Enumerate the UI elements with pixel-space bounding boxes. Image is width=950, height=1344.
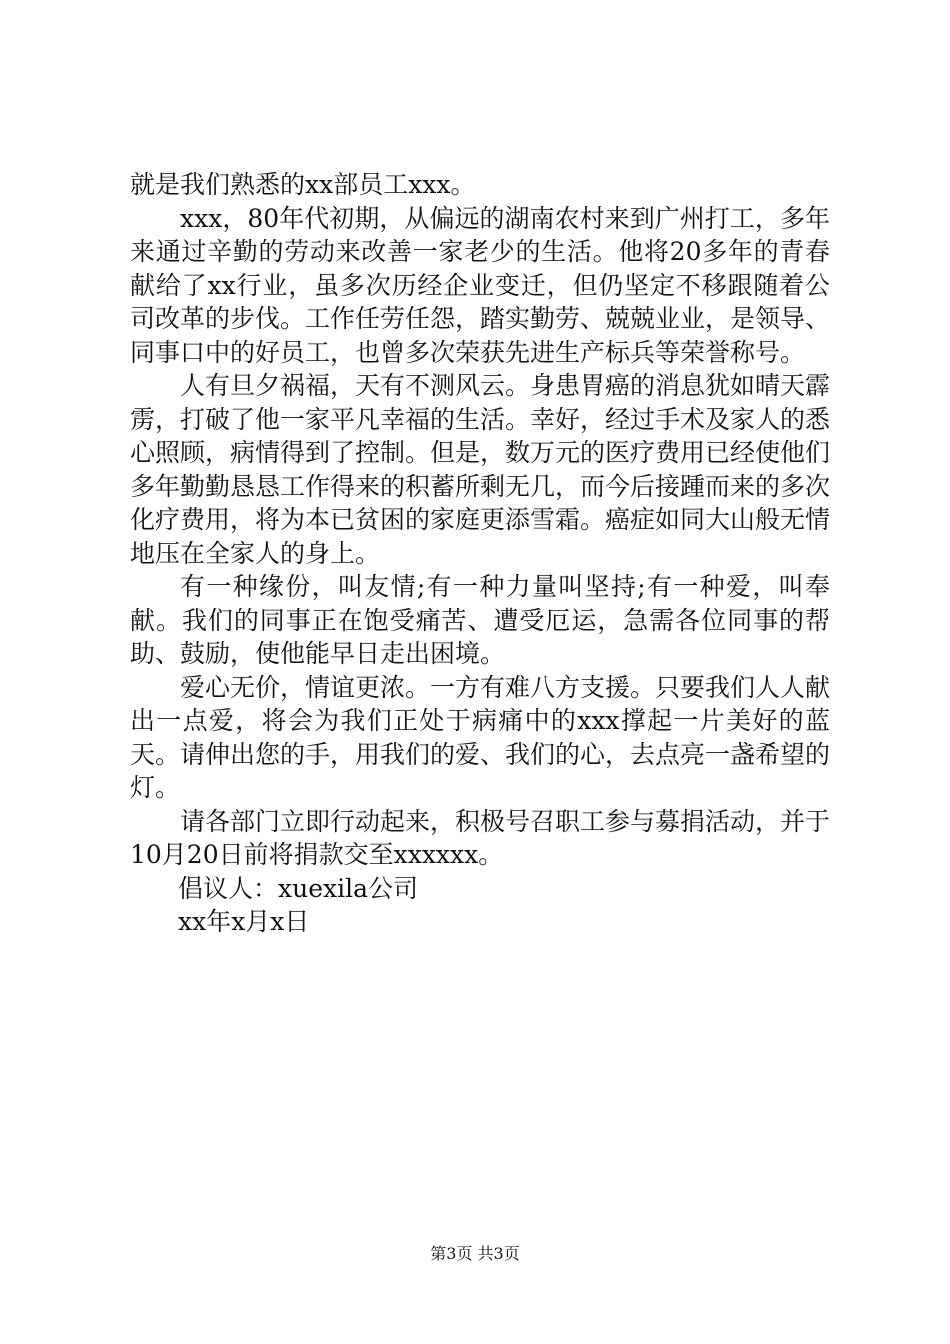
paragraph-appeal: 有一种缘份，叫友情;有一种力量叫坚持;有一种爱，叫奉献。我们的同事正在饱受痛苦、遭受厄运，急需各位同事的帮助、鼓励，使他能早日走出困境。	[130, 572, 830, 668]
signature-initiator: 倡议人：xuexila公司	[178, 873, 418, 903]
page-number-footer: 第3页 共3页	[430, 1244, 520, 1263]
paragraph-employee-background: xxx，80年代初期，从偏远的湖南农村来到广州打工，多年来通过辛勤的劳动来改善一家老少的生活。他将20多年的青春献给了xx行业，虽多次历经企业变迁，但仍坚定不移跟随着公司改革的步伐。工作任劳任怨，踏实勤劳、兢兢业业，是领导、同事口中的好员工，也曾多次荣获先进生产标兵等荣誉称号。	[130, 203, 831, 367]
document-body	[130, 168, 830, 939]
paragraph-continuation: 就是我们熟悉的xx部员工xxx。	[130, 170, 476, 199]
paragraph-call-to-action: 请各部门立即行动起来，积极号召职工参与募捐活动，并于10月20日前将捐款交至xxxxxx。	[130, 806, 831, 869]
signature-date: xx年x月x日	[178, 907, 310, 936]
paragraph-love: 爱心无价，情谊更浓。一方有难八方支援。只要我们人人献出一点爱，将会为我们正处于病痛中的xxx撑起一片美好的蓝天。请伸出您的手，用我们的爱、我们的心，去点亮一盏希望的灯。	[130, 672, 831, 802]
paragraph-illness: 人有旦夕祸福，天有不测风云。身患胃癌的消息犹如晴天霹雳，打破了他一家平凡幸福的生活。幸好，经过手术及家人的悉心照顾，病情得到了控制。但是，数万元的医疗费用已经使他们多年勤勤恳恳工作得来的积蓄所剩无几，而今后接踵而来的多次化疗费用，将为本已贫困的家庭更添雪霜。癌症如同大山般无情地压在全家人的身上。	[130, 371, 831, 568]
